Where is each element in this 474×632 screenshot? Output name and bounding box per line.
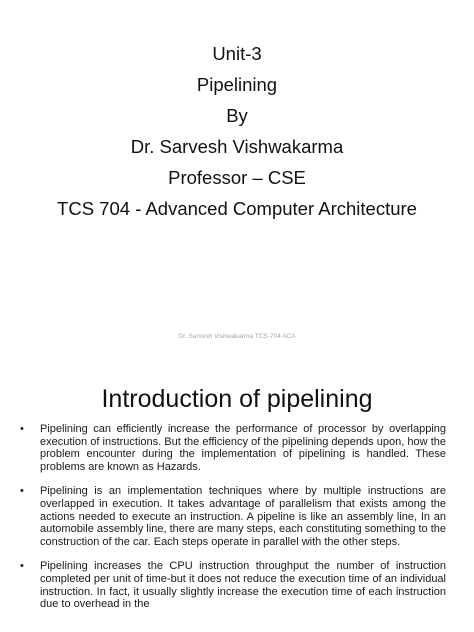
course-title: TCS 704 - Advanced Computer Architecture bbox=[57, 198, 417, 219]
bullet-marker: • bbox=[20, 560, 24, 573]
slide-footer: Dr. Sarvesh Vishwakarma TCS-704 ACA bbox=[178, 333, 296, 340]
bullet-text: Pipelining can efficiently increase the performance of processor by overlapping execution of instructions. But the efficiency of the pipelining depends upon, how the problem encounter during the implementation of pipelining is handled. These problems are known as Hazards. bbox=[40, 423, 446, 473]
slide-title: Introduction of pipelining bbox=[101, 385, 373, 413]
bullet-text: Pipelining increases the CPU instruction throughput the number of instruction completed per unit of time-but it does not reduce the execution time of an individual instruction. In fact, it usually slightly increase the execution time of each instruction due to overhead in the bbox=[40, 560, 446, 611]
bullet-list bbox=[18, 423, 446, 623]
bullet-item bbox=[18, 423, 446, 473]
title-block bbox=[0, 38, 474, 224]
bullet-marker: • bbox=[20, 485, 24, 498]
author-name: Dr. Sarvesh Vishwakarma bbox=[130, 136, 344, 157]
by-label: By bbox=[226, 105, 248, 126]
content-slide bbox=[0, 360, 474, 632]
bullet-item bbox=[18, 485, 446, 548]
topic-title: Pipelining bbox=[196, 74, 278, 95]
author-designation: Professor – CSE bbox=[168, 167, 306, 188]
bullet-text: Pipelining is an implementation techniques where by multiple instructions are overlapped in execution. It takes advantage of parallelism that exists among the actions needed to execute an instruction. A pipeline is like an assembly line, In an automobile assembly line, there are many steps, each constituting something to the construction of the car. Each steps operate in parallel with the other steps. bbox=[40, 485, 447, 548]
unit-label: Unit-3 bbox=[212, 43, 262, 64]
bullet-item bbox=[18, 560, 446, 610]
bullet-marker: • bbox=[20, 423, 24, 435]
